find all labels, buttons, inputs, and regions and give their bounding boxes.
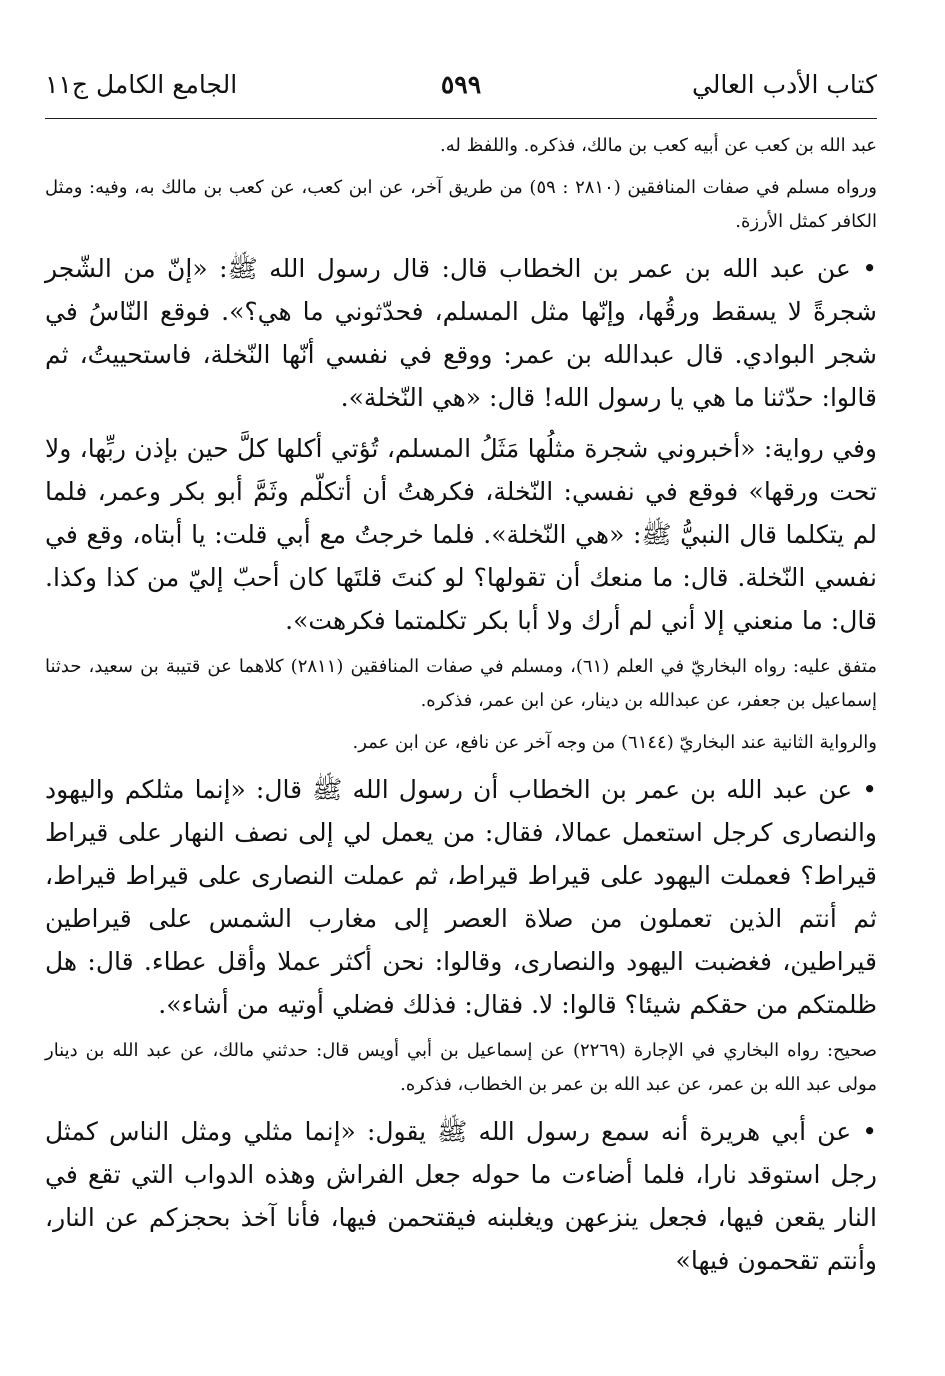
note-paragraph: متفق عليه: رواه البخاريّ في العلم (٦١)، ومسلم في صفات المنافقين (٢٨١١) كلاهما عن قتيبة بن سعيد، حدثنا إسماعيل بن جعفر، عن عبدالله بن دينار، عن ابن عمر، فذكره. — [45, 656, 877, 711]
book-title: كتاب الأدب العالي — [691, 70, 877, 99]
note-paragraph: صحيح: رواه البخاري في الإجارة (٢٢٦٩) عن إسماعيل بن أبي أويس قال: حدثني مالك، عن عبد الله بن دينار مولى عبد الله بن عمر، عن عبد الله بن عمر بن الخطاب، فذكره. — [45, 1040, 877, 1095]
book-page — [45, 58, 877, 1290]
hadith-paragraph: • عن عبد الله بن عمر بن الخطاب قال: قال رسول الله ﷺ: «إنّ من الشّجر شجرةً لا يسقط ورقُها، وإنّها مثل المسلم، فحدّثوني ما هي؟». فوقع النّاسُ في شجر البوادي. قال عبدالله بن عمر: ووقع في نفسي أنّها النّخلة، فاستحييتُ، ثم قالوا: حدّثنا ما هي يا رسول الله! قال: «هي النّخلة». — [45, 254, 877, 412]
note-paragraph: والرواية الثانية عند البخاريّ (٦١٤٤) من وجه آخر عن نافع، عن ابن عمر. — [352, 732, 877, 753]
hadith-paragraph: • عن عبد الله بن عمر بن الخطاب أن رسول الله ﷺ قال: «إنما مثلكم واليهود والنصارى كرجل استعمل عمالا، فقال: من يعمل لي إلى نصف النهار على قيراط قيراط؟ فعملت اليهود على قيراط قيراط، ثم عملت النصارى على قيراط قيراط، ثم أنتم الذين تعملون من صلاة العصر إلى مغارب الشمس على قيراطين قيراطين، فغضبت اليهود والنصارى، وقالوا: نحن أكثر عملا وأقل عطاء. قال: هل ظلمتكم من حقكم شيئا؟ قالوا: لا. فقال: فذلك فضلي أوتيه من أشاء». — [45, 775, 877, 1019]
hadith-paragraph: • عن أبي هريرة أنه سمع رسول الله ﷺ يقول: «إنما مثلي ومثل الناس كمثل رجل استوقد نارا، فلما أضاءت ما حوله جعل الفراش وهذه الدواب التي تقع في النار يقعن فيها، فجعل ينزعهن ويغلبنه فيقتحمن فيها، فأنا آخذ بحجزكم عن النار، وأنتم تقحمون فيها» — [45, 1117, 878, 1275]
series-title: الجامع الكامل ج١١ — [45, 70, 238, 99]
page-header — [45, 58, 877, 119]
note-paragraph: عبد الله بن كعب عن أبيه كعب بن مالك، فذكره. واللفظ له. — [440, 135, 877, 156]
page-number: ٥٩٩ — [440, 70, 482, 99]
hadith-paragraph: وفي رواية: «أخبروني شجرة مثلُها مَثَلُ المسلم، تُؤتي أكلها كلَّ حين بإذن ربِّها، ولا تحت ورقها» فوقع في نفسي: النّخلة، فكرهتُ أن أتكلّم وثَمَّ أبو بكر وعمر، فلما لم يتكلما قال النبيُّ ﷺ: «هي النّخلة». فلما خرجتُ مع أبي قلت: يا أبتاه، وقع في نفسي النّخلة. قال: ما منعك أن تقولها؟ لو كنتَ قلتَها كان أحبّ إليّ من كذا وكذا. قال: ما منعني إلا أني لم أرك ولا أبا بكر تكلمتما فكرهت». — [45, 434, 877, 635]
note-paragraph: ورواه مسلم في صفات المنافقين (٢٨١٠ : ٥٩) من طريق آخر، عن ابن كعب، عن كعب بن مالك به، وفيه: ومثل الكافر كمثل الأرزة. — [45, 177, 877, 232]
